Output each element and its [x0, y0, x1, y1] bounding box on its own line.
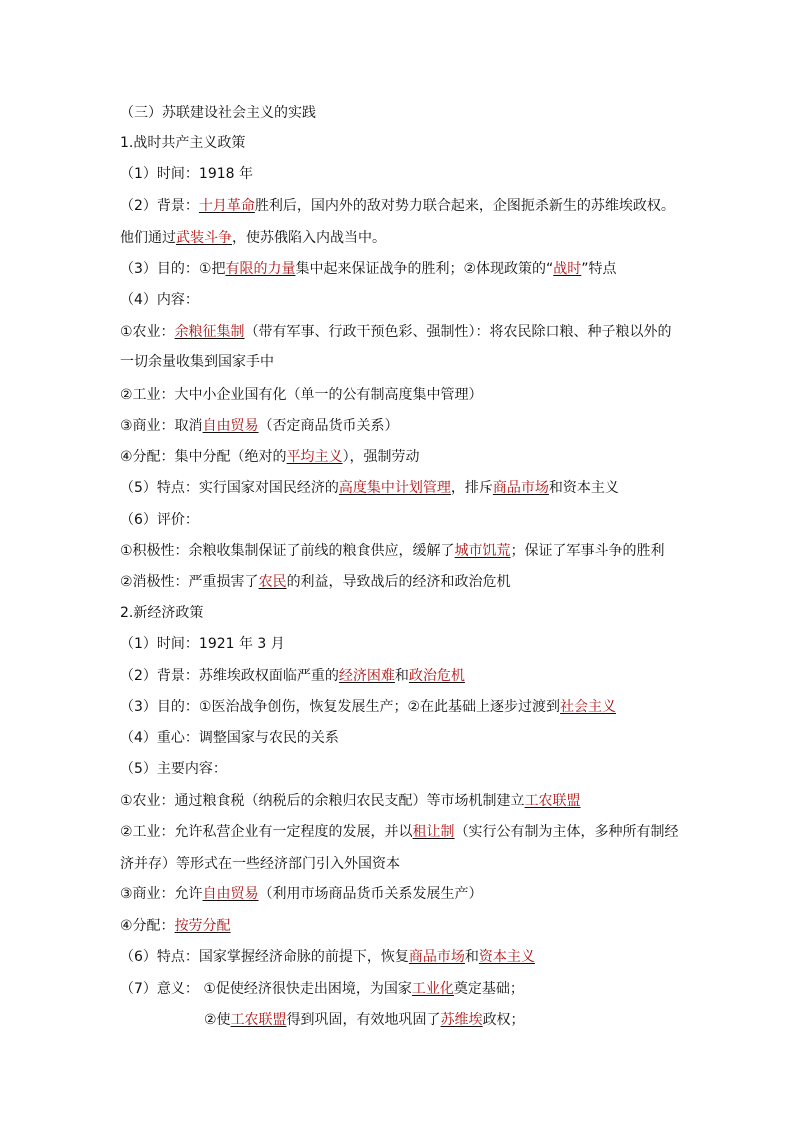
highlighted-term: 战时 — [553, 261, 582, 277]
text-line — [120, 855, 734, 873]
text-segment: 得到巩固，有效地巩固了 — [286, 1012, 441, 1028]
text-segment: 一切余量收集到国家手中 — [120, 354, 274, 370]
text-line — [120, 417, 734, 435]
highlighted-term: 工农联盟 — [230, 1012, 287, 1028]
text-line — [120, 885, 734, 903]
text-line — [120, 260, 734, 278]
highlighted-term: 自由贸易 — [202, 886, 259, 902]
text-line — [120, 573, 734, 591]
text-segment: （2）背景： — [120, 198, 199, 214]
text-segment: （三）苏联建设社会主义的实践 — [120, 105, 316, 121]
text-line — [120, 542, 734, 560]
text-line — [120, 729, 734, 747]
text-segment: 胜利后，国内外的敌对势力联合起来，企图扼杀新生的苏维埃政权。 — [254, 198, 675, 214]
text-segment: 的利益，导致战后的经济和政治危机 — [286, 574, 511, 590]
highlighted-term: 社会主义 — [560, 699, 617, 715]
text-line — [120, 698, 734, 716]
text-segment: （7）意义： ①促使经济很快走出困境，为国家 — [120, 981, 412, 997]
text-segment: 奠定基础； — [453, 981, 524, 997]
highlighted-term: 工业化 — [411, 981, 454, 997]
text-line — [120, 291, 734, 309]
text-segment: ④分配： — [120, 918, 175, 934]
text-segment: ②消极性：严重损害了 — [120, 574, 259, 590]
text-segment: （4）重心：调整国家与农民的关系 — [120, 730, 339, 746]
highlighted-term: 平均主义 — [286, 449, 343, 465]
text-line — [120, 917, 734, 935]
text-line — [120, 667, 734, 685]
text-segment: （否定商品货币关系） — [258, 418, 399, 434]
highlighted-term: 苏维埃 — [440, 1012, 483, 1028]
text-segment: （4）内容： — [120, 292, 199, 308]
text-segment: 政权； — [482, 1012, 525, 1028]
text-segment: ④分配：集中分配（绝对的 — [120, 449, 287, 465]
highlighted-term: 自由贸易 — [202, 418, 259, 434]
text-line — [120, 792, 734, 810]
text-segment: ②工业：大中小企业国有化（单一的公有制高度集中管理） — [120, 387, 483, 403]
text-segment: （6）特点：国家掌握经济命脉的前提下，恢复 — [120, 949, 409, 965]
highlighted-term: 经济困难 — [338, 668, 395, 684]
text-segment: ”特点 — [581, 261, 617, 277]
text-segment: ，使苏俄陷入内战当中。 — [232, 230, 386, 246]
text-segment: （2）背景：苏维埃政权面临严重的 — [120, 668, 339, 684]
text-line — [120, 386, 734, 404]
text-segment: ②工业：允许私营企业有一定程度的发展，并以 — [120, 824, 413, 840]
text-line — [120, 134, 734, 152]
text-segment: ；保证了军事斗争的胜利 — [510, 543, 665, 559]
highlighted-term: 工农联盟 — [524, 793, 581, 809]
text-segment: （5）主要内容： — [120, 761, 227, 777]
highlighted-term: 武装斗争 — [176, 230, 232, 246]
text-line — [120, 823, 734, 841]
text-segment: 和 — [464, 949, 479, 965]
highlighted-term: 按劳分配 — [174, 918, 231, 934]
text-segment: ②使 — [204, 1012, 231, 1028]
text-segment: ③商业：允许 — [120, 886, 203, 902]
text-line — [120, 760, 734, 778]
text-line — [120, 197, 734, 215]
text-segment: 济并存）等形式在一些经济部门引入外国资本 — [120, 856, 400, 872]
text-line — [120, 104, 734, 122]
text-segment: （6）评价： — [120, 512, 199, 528]
text-segment: ③商业：取消 — [120, 418, 203, 434]
text-line — [120, 511, 734, 529]
text-line — [120, 353, 734, 371]
text-segment: （5）特点：实行国家对国民经济的 — [120, 480, 339, 496]
text-line — [120, 635, 734, 653]
highlighted-term: 政治危机 — [408, 668, 465, 684]
highlighted-term: 高度集中计划管理 — [338, 480, 451, 496]
text-segment: ），强制劳动 — [342, 449, 420, 465]
highlighted-term: 商品市场 — [408, 949, 465, 965]
highlighted-term: 农民 — [258, 574, 287, 590]
highlighted-term: 城市饥荒 — [454, 543, 511, 559]
highlighted-term: 十月革命 — [198, 198, 255, 214]
text-segment: 集中起来保证战争的胜利；②体现政策的“ — [295, 261, 554, 277]
text-segment: （1）时间：1918 年 — [120, 166, 253, 182]
text-segment: 1.战时共产主义政策 — [120, 135, 246, 151]
text-line — [120, 229, 734, 247]
text-segment: （带有军事、行政干预色彩、强制性）：将农民除口粮、种子粮以外的 — [244, 324, 672, 340]
text-segment: 和资本主义 — [548, 480, 619, 496]
text-segment: ①农业： — [120, 324, 175, 340]
text-segment: ①积极性：余粮收集制保证了前线的粮食供应，缓解了 — [120, 543, 455, 559]
text-segment: ，排斥 — [450, 480, 493, 496]
highlighted-term: 余粮征集制 — [174, 324, 245, 340]
highlighted-term: 商品市场 — [492, 480, 549, 496]
text-line — [120, 980, 734, 998]
text-segment: 和 — [394, 668, 409, 684]
highlighted-term: 租让制 — [412, 824, 455, 840]
text-segment: （利用市场商品货币关系发展生产） — [258, 886, 483, 902]
text-segment: 2.新经济政策 — [120, 605, 204, 621]
text-segment: （3）目的：①医治战争创伤，恢复发展生产；②在此基础上逐步过渡到 — [120, 699, 561, 715]
text-line — [204, 1011, 734, 1029]
text-line — [120, 165, 734, 183]
text-segment: 他们通过 — [120, 230, 176, 246]
text-segment: （1）时间：1921 年 3 月 — [120, 636, 285, 652]
text-line — [120, 479, 734, 497]
text-segment: （实行公有制为主体，多种所有制经 — [454, 824, 679, 840]
text-line — [120, 448, 734, 466]
text-line — [120, 604, 734, 622]
text-line — [120, 948, 734, 966]
highlighted-term: 有限的力量 — [225, 261, 296, 277]
text-segment: （3）目的：①把 — [120, 261, 226, 277]
text-line — [120, 323, 734, 341]
highlighted-term: 资本主义 — [478, 949, 535, 965]
text-segment: ①农业：通过粮食税（纳税后的余粮归农民支配）等市场机制建立 — [120, 793, 525, 809]
